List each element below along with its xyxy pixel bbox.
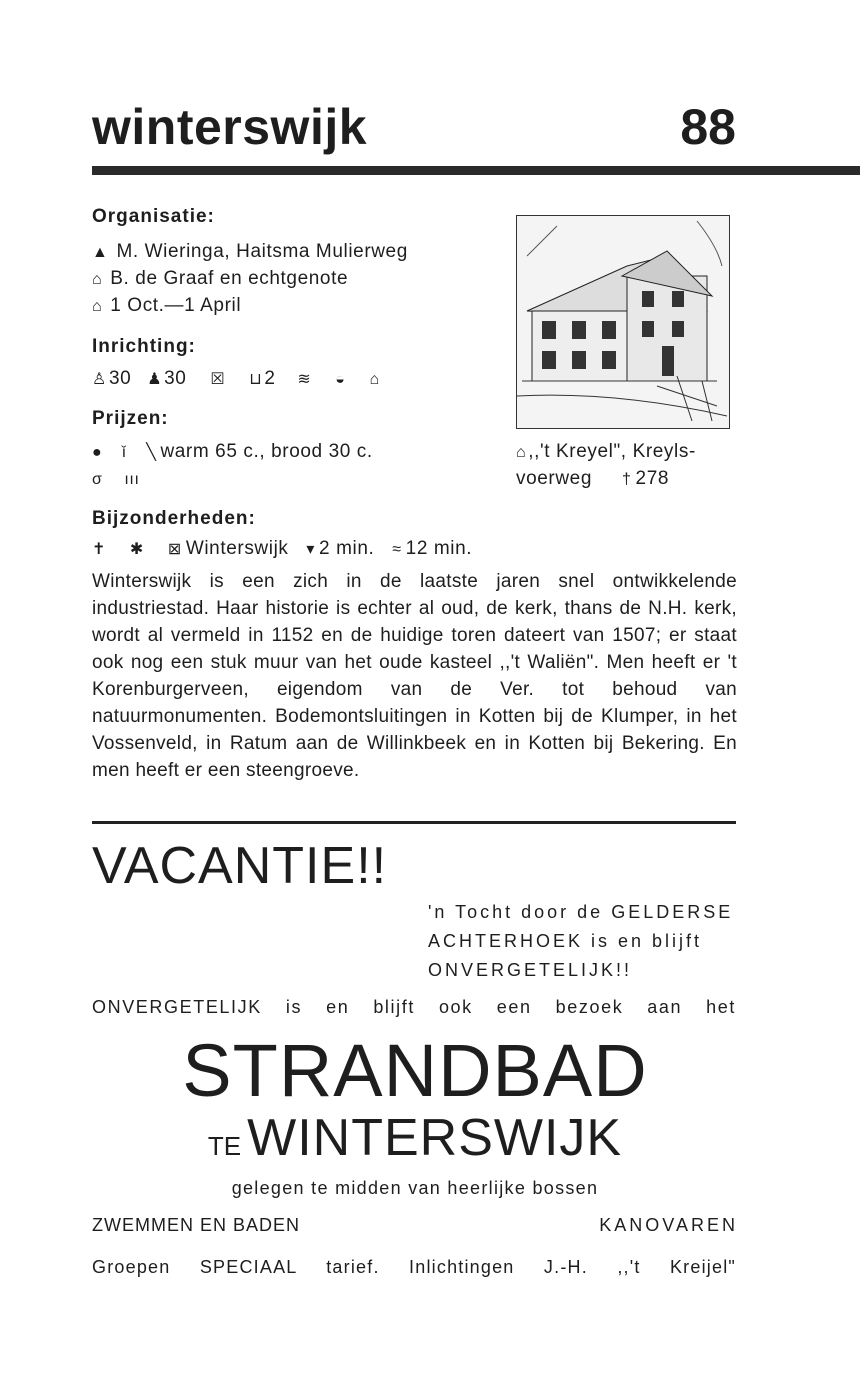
ad-strandbad: STRANDBAD [182,1029,648,1112]
dormitory-icon: ☒ [210,371,226,388]
inrichting-icons [92,368,388,390]
photo-caption-2 [516,468,669,490]
doctor-icon: ✱ [129,541,144,558]
photo-caption-1 [516,441,696,463]
inrichting-heading: Inrichting: [92,336,196,357]
women-beds: 30 [164,368,187,389]
ad-town: WINTERSWIJK [247,1109,623,1167]
hostel-street: voerweg [516,468,593,489]
organisatie-heading: Organisatie: [92,206,215,227]
men-beds: 30 [108,368,132,389]
station-distance: 2 min. [319,538,375,559]
church-cross-icon: ✝ [92,541,107,558]
closed-period-icon: ⌂ [92,298,103,315]
ad-right-line-1: 'n Tocht door de GELDERSE [428,902,734,922]
page-title: winterswijk [92,99,368,155]
hostel-name: ,,'t Kreyel", Kreyls- [528,441,696,462]
ad-service-left: ZWEMMEN EN BADEN [92,1215,301,1235]
kitchen-pot-icon: ◒ [335,371,346,388]
phone-number: 278 [635,468,670,489]
ad-town-line [0,1108,830,1168]
station-icon: ▾ [306,541,316,558]
shelter-icon: ⌂ [369,371,380,388]
ad-right-line-3: ONVERGETELIJK!! [428,960,633,980]
helmet-icon: ● [92,444,103,461]
bijzonderheden-heading: Bijzonderheden: [92,508,256,529]
prijzen-line [92,441,373,463]
ad-te: TE [207,1131,242,1161]
ad-right-line-2: ACHTERHOEK is en blijft [428,931,703,951]
organisatie-closed [92,295,241,317]
ad-footer: Groepen SPECIAAL tarief. Inlichtingen J.-H. ,,'t Kreijel" [92,1257,736,1277]
prijzen-heading: Prijzen: [92,408,169,429]
candle-icon: ǐ [122,444,127,461]
ad-headline: VACANTIE!! [92,837,388,895]
ad-sub: gelegen te midden van heerlijke bossen [231,1178,599,1198]
description-paragraph: Winterswijk is een zich in de laatste jaren snel ontwikkelende industriestad. Haar historie is echter al oud, de kerk, thans de N.H. kerk, wordt al vermeld in 1152 en de huidige toren dateert van 1507; er staat ook nog een stuk muur van het oude kasteel ,,'t Waliën". Men heeft er 't Korenburgerveen, eigendom van de Ver. tot behoud van natuurmonumenten. Bodemontsluitingen in Kotten bij de Klumper, in het Vossenveld, in Ratum aan de Willinkbeek en in Kotten bij Bekering. En men heeft er een steengroeve. [92,571,737,781]
ad-service-right: KANOVAREN [599,1215,738,1235]
house-keeper-icon: ⌂ [92,271,103,288]
organisatie-leader [92,241,408,263]
women-icon: ♟ [147,371,163,388]
horn-icon: σ [92,471,103,488]
post-office-icon: ⊠ [167,541,182,558]
page-number: 88 [680,99,736,155]
ad-divider [92,821,736,824]
hostel-illustration [516,215,730,429]
cooking-icon: ╲ [146,444,157,461]
men-icon: ♙ [92,371,107,388]
bed-icon: ⊔ [249,371,263,388]
keeper-text: B. de Graaf en echtgenote [110,268,349,289]
bijzonderheden-line [92,538,472,560]
youth-hostel-icon: ⌂ [516,444,527,461]
cutlery-icon: ııı [124,471,140,488]
ad-line: ONVERGETELIJK is en blijft ook een bezoek aan het [92,997,736,1017]
header-divider [92,166,860,175]
leader-text: M. Wieringa, Haitsma Mulierweg [116,241,408,262]
swim-distance: 12 min. [405,538,473,559]
swimming-icon: ≈ [392,541,402,558]
tent-icon: ▲ [92,244,109,261]
organisatie-keeper [92,268,348,290]
post-office: Winterswijk [185,538,289,559]
washroom-icon: ≋ [297,371,312,388]
closed-text: 1 Oct.—1 April [110,295,242,316]
rooms-count: 2 [264,368,276,389]
prijzen-line-2 [92,468,148,490]
meal-prices: warm 65 c., brood 30 c. [160,441,373,462]
phone-icon: † [622,471,632,488]
